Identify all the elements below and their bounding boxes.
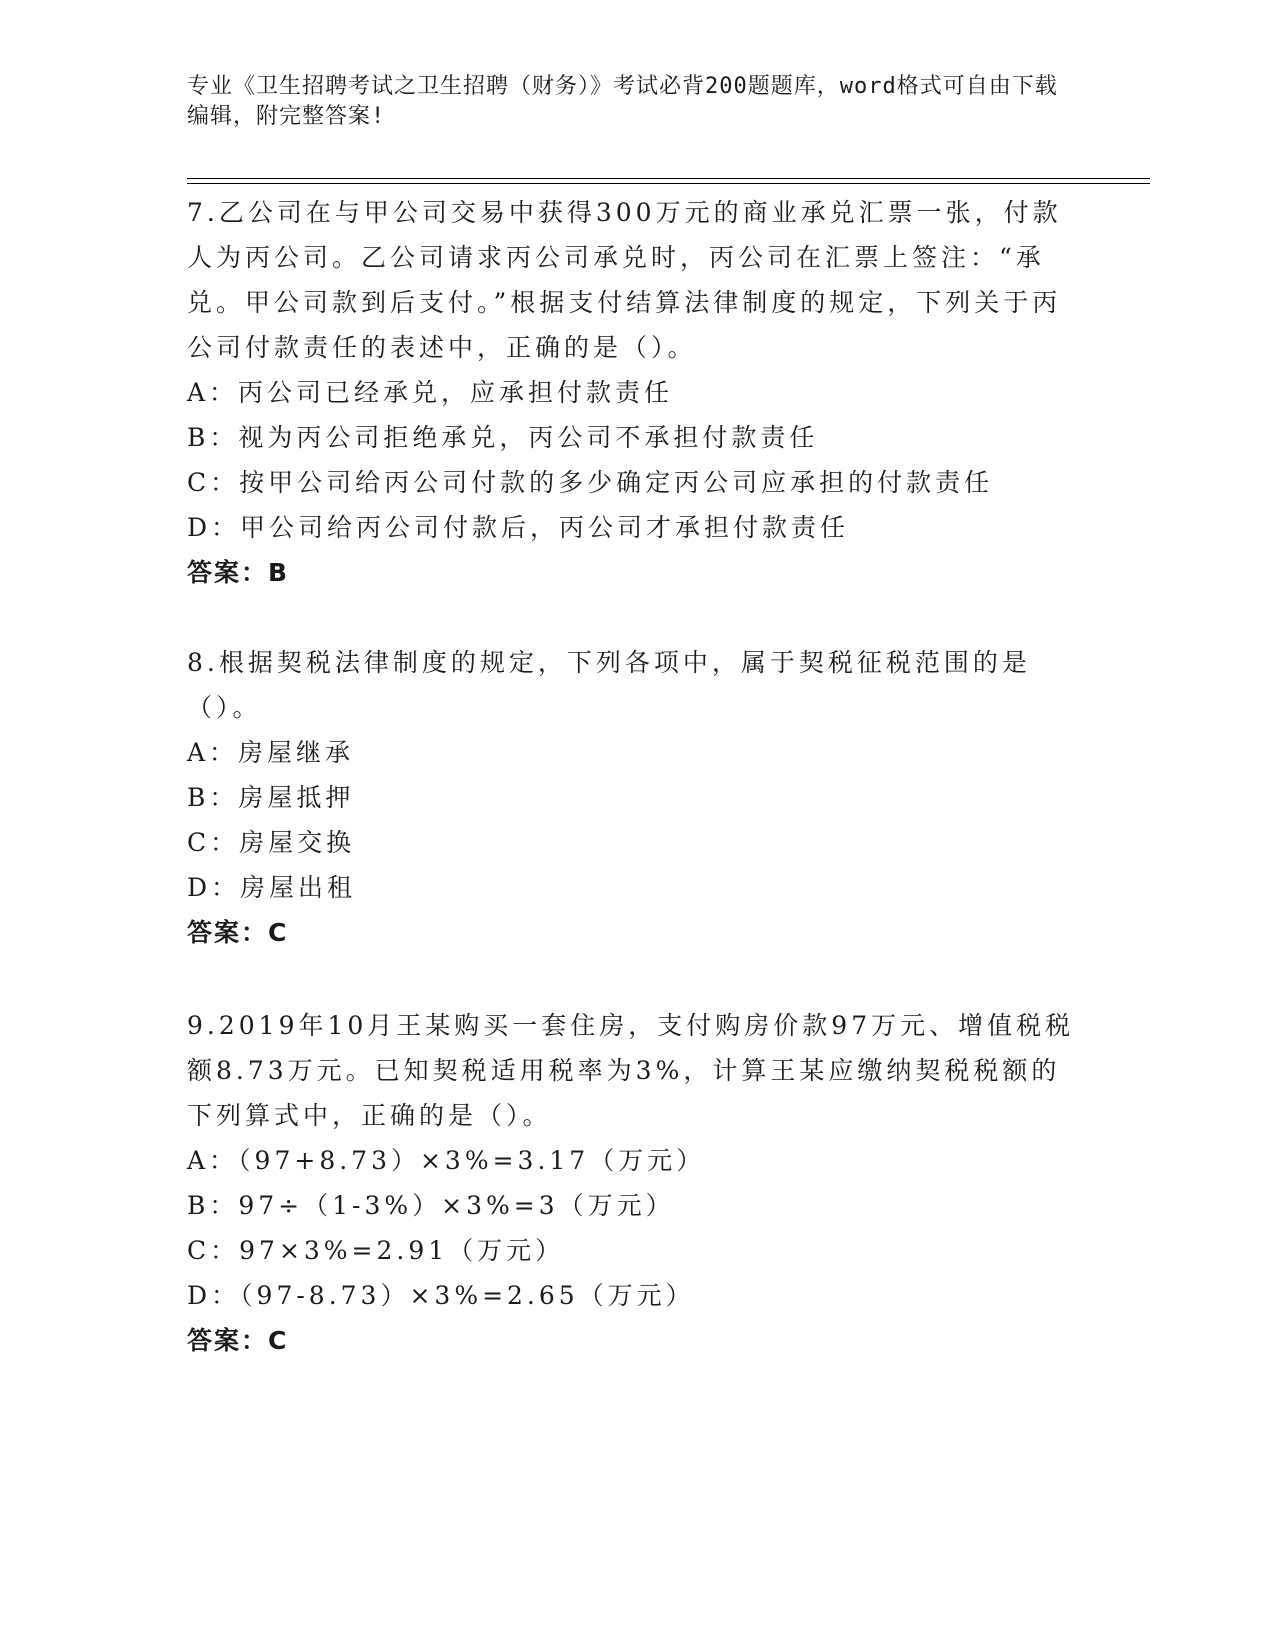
option-c: C：按甲公司给丙公司付款的多少确定丙公司应承担的付款责任 (187, 468, 994, 497)
option-a: A：（97+8.73）×3%=3.17（万元） (187, 1146, 706, 1175)
option-a: A：丙公司已经承兑，应承担付款责任 (187, 378, 674, 407)
option-b: B：视为丙公司拒绝承兑，丙公司不承担付款责任 (187, 423, 819, 452)
question-stem: 9.2019年10月王某购买一套住房，支付购房价款97万元、增值税税额8.73万元。已知契税适用税率为3%，计算王某应缴纳契税税额的下列算式中，正确的是（）。 (187, 1011, 1075, 1130)
question-8 (187, 640, 1077, 955)
question-7 (187, 190, 1077, 595)
question-stem: 7.乙公司在与甲公司交易中获得300万元的商业承兑汇票一张，付款人为丙公司。乙公司请求丙公司承兑时，丙公司在汇票上签注：“承兑。甲公司款到后支付。”根据支付结算法律制度的规定，下列关于丙公司付款责任的表述中，正确的是（）。 (187, 198, 1062, 362)
answer: 答案：C (187, 1326, 289, 1355)
option-b: B：97÷（1-3%）×3%=3（万元） (187, 1191, 675, 1220)
question-stem: 8.根据契税法律制度的规定，下列各项中，属于契税征税范围的是（）。 (187, 648, 1031, 722)
option-d: D：房屋出租 (187, 873, 357, 902)
option-a: A：房屋继承 (187, 738, 355, 767)
question-9 (187, 1003, 1077, 1363)
answer: 答案：B (187, 558, 290, 587)
option-d: D：（97-8.73）×3%=2.65（万元） (187, 1281, 695, 1310)
answer: 答案：C (187, 918, 289, 947)
option-c: C：房屋交换 (187, 828, 356, 857)
option-c: C：97×3%=2.91（万元） (187, 1236, 565, 1265)
header-divider-bottom (187, 183, 1150, 184)
header-divider-top (187, 178, 1150, 179)
option-d: D：甲公司给丙公司付款后，丙公司才承担付款责任 (187, 513, 850, 542)
document-header: 专业《卫生招聘考试之卫生招聘（财务）》考试必背200题题库，word格式可自由下载编辑，附完整答案! (187, 74, 1058, 129)
option-b: B：房屋抵押 (187, 783, 355, 812)
